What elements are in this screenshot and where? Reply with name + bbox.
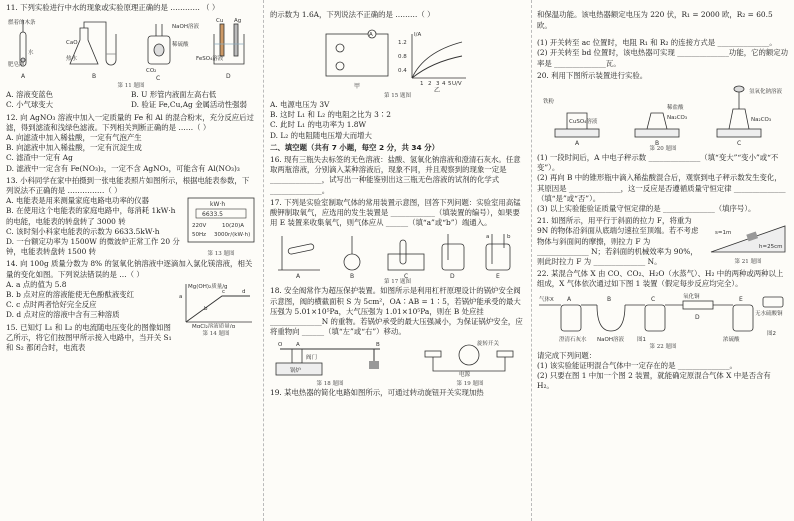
- section-heading: 二、填空题（共有 7 小题，每空 2 分，共 34 分）: [270, 142, 440, 152]
- column-right: [537, 3, 789, 393]
- question-stem: 12. 向 AgNO₃ 溶液中加入一定质量的 Fe 和 Al 的混合粉末，充分反应后过滤，得到滤渣和浅绿色滤液。下列相关判断正确的是 ……（ ）: [6, 112, 254, 132]
- figure-caption: 第 19 题图: [456, 380, 484, 387]
- column-divider: [263, 0, 264, 521]
- heater-circuit: [415, 339, 525, 377]
- question-21: [537, 216, 789, 267]
- question-11: [6, 3, 256, 111]
- letter-a: A: [296, 273, 301, 279]
- label-naoh: 氢氧化钠溶液: [749, 89, 783, 95]
- sub-jia: 甲: [354, 82, 361, 90]
- option-d: D. d 点对应的溶液中含有三种溶质: [6, 310, 120, 320]
- option-b: B. U 形管内液面左高右低: [131, 90, 217, 100]
- question-stem: 18. 安全阀常作为超压保护装置。如图所示是利用杠杆原理设计的锅炉安全阀示意图，阀的横截面积 S 为 5cm²，OA∶AB = 1∶5，若锅炉能承受的最大压强为 5.01×10⁵Pa，大气压强为 1.01×10⁵Pa，则在 B 处应挂 ______________N 的重物。若锅炉承受的最大压强减小，为保证锅炉安全，应将重物向 ______（填“左”或“右”）移动。: [270, 286, 523, 337]
- q18-figure: [270, 339, 390, 387]
- label-cuso4: 无水硫酸铜: [755, 310, 783, 317]
- label-x: 气体X: [539, 296, 554, 303]
- label-source: 电源: [459, 372, 471, 378]
- option-a: A. a 点的值为 5.8: [6, 279, 67, 289]
- tube-a: a: [486, 234, 490, 241]
- column-divider: [531, 0, 532, 521]
- option-c: C. c 点时两者恰好完全反应: [6, 300, 97, 310]
- figure-caption: 第 14 题图: [202, 331, 230, 338]
- question-stem: 22. 某混合气体 X 由 CO、CO₂、H₂O（水蒸气）、H₂ 中的两种或两种以上组成，X 气体依次通过如下图 1 装置（假定每步反应均完全）。: [537, 269, 784, 289]
- fig1-label: 图1: [637, 336, 646, 343]
- electric-meter: [186, 196, 256, 248]
- option-b: B. 在使用这个电能表的家庭电路中，每消耗 1kW·h 的电能，电能表的转盘转了 3000 转: [6, 206, 176, 226]
- meter-reading: 6633.5: [202, 211, 223, 219]
- letter-c: C: [737, 140, 742, 145]
- meter-figure: [186, 196, 256, 258]
- meter-spec1: 220V: [192, 223, 207, 230]
- q18-q19-figures: [270, 339, 525, 387]
- tick-y: 0.4: [398, 67, 407, 74]
- option-a: A. 向滤渣中加入稀盐酸，一定有气泡产生: [6, 133, 142, 143]
- label-a: A: [296, 342, 300, 349]
- label-d2: Ag: [234, 18, 242, 25]
- tick-x: 4: [442, 80, 446, 87]
- option-b: B. b 点对应的溶液能使无色酚酞液变红: [6, 290, 135, 300]
- figure-caption: 第 18 题图: [316, 380, 344, 387]
- q11-figure: [6, 14, 256, 82]
- label-d1: Cu: [216, 18, 224, 25]
- label-c1: NaOH溶液: [172, 24, 199, 31]
- precipitate-graph: [176, 280, 256, 328]
- label-na2co3-b: Na₂CO₃: [667, 115, 688, 121]
- q17-figure: [270, 230, 525, 278]
- label-o: O: [278, 342, 283, 349]
- label-b1: CaO: [66, 40, 78, 47]
- option-d: D. 验证 Fe,Cu,Ag 金属活动性强弱: [131, 100, 247, 110]
- tick-y: 0.8: [398, 53, 407, 60]
- letter-b: B: [607, 295, 612, 303]
- option-a: A. 电能表是用来测量家庭电路电功率的仪器: [6, 196, 150, 206]
- label-c2: CO₂: [146, 68, 157, 75]
- tick-x: 5: [448, 80, 452, 87]
- graph-ylabel: Mg(OH)₂质量/g: [188, 283, 228, 290]
- letter-d: D: [695, 313, 700, 321]
- label-cuso4: CuSO₄溶液: [569, 119, 598, 125]
- gas-train: [539, 297, 783, 331]
- sub-yi: 乙: [434, 86, 441, 92]
- question-18: [270, 286, 525, 337]
- gas-apparatus: [278, 234, 510, 270]
- figure-caption: 第 11 题图: [117, 83, 145, 90]
- option-c: C. 此时 L₁ 的电功率为 1.8W: [270, 120, 367, 130]
- circuit-diagram: [326, 30, 388, 76]
- figure-caption: 第 20 题图: [649, 146, 677, 152]
- label-water: 浓硫酸: [723, 336, 740, 343]
- label-boiler: 锅炉: [290, 368, 302, 375]
- fig2-label: 图2: [767, 330, 776, 337]
- label-b2: 热水: [66, 56, 78, 63]
- letter-a: A: [575, 140, 580, 145]
- point-a: a: [179, 293, 183, 300]
- letter-d: D: [226, 73, 231, 81]
- figure-caption: 第 13 题图: [207, 251, 235, 258]
- sub-question: (2) 开关转至 bd 位置时，该电热器可实现 ______________功能，它的额定功率是 ______________瓦。: [537, 48, 789, 68]
- option-b: B. 向滤液中加入稀盐酸，一定有沉淀生成: [6, 143, 142, 153]
- question-19-continued: 和保温功能。该电热器额定电压为 220 伏，R₁ = 2000 欧，R₂ = 60.5 欧。: [537, 10, 773, 30]
- figure-caption: 第 22 题图: [649, 343, 677, 350]
- letter-d: D: [450, 273, 455, 279]
- question-16: 16. 现有三瓶失去标签的无色溶液：盐酸、氢氧化钠溶液和澄清石灰水。任意取两瓶溶液，分别滴入某种溶液后，现象不同，并且观察到的现象一定是 ______________，试写出一种能鉴别出这三瓶无色溶液的试剂的化学式 ______________。: [270, 155, 521, 195]
- question-20: 20. 利用下图所示装置进行实验。: [537, 70, 648, 80]
- option-c: C. 该时刻小科家电能表的示数为 6633.5kW·h: [6, 226, 160, 236]
- letter-a: A: [21, 73, 26, 81]
- sub-question: (1) 一段时间后，A 中电子秤示数 ______________（填“变大”“变小”或“不变”）。: [537, 153, 779, 173]
- column-middle: [270, 3, 525, 400]
- letter-b: B: [92, 73, 97, 81]
- figure-caption: 第 21 题图: [734, 259, 762, 266]
- point-d: d: [242, 288, 246, 295]
- incline: [707, 216, 789, 256]
- tick-x: 3: [436, 80, 440, 87]
- option-c: C. 滤渣中一定有 Ag: [6, 153, 73, 163]
- option-b: B. 这时 L₁ 和 L₂ 的电阻之比为 3∶2: [270, 110, 391, 120]
- label-na2co3-c: Na₂CO₃: [751, 117, 772, 123]
- apparatus-a: [20, 20, 26, 66]
- graph-xlabel: MgCl₂溶液质量/g: [192, 323, 236, 328]
- sub-question: (1) 该实验能证明混合气体中一定存在的是 ______________。: [537, 360, 737, 370]
- option-c: C. 小气球变大: [6, 100, 54, 110]
- meter-spec4: 3000r/(kW·h): [214, 232, 251, 239]
- label-cuo: 氧化铜: [683, 293, 700, 300]
- graph-ylabel: I/A: [414, 31, 422, 38]
- letter-a: A: [567, 295, 572, 303]
- label-h: h=25cm: [759, 244, 783, 251]
- question-intro: 请完成下列问题：: [537, 350, 597, 360]
- question-12: [6, 113, 256, 174]
- question-13: [6, 176, 256, 258]
- q15-figure: [320, 28, 470, 92]
- question-stem: 11. 下列实验进行中水的现象或实验原理正确的是 ………… （ ）: [6, 3, 220, 12]
- label-d3: FeSO₄溶液: [196, 56, 224, 63]
- q22-figure: [537, 291, 789, 343]
- label-b: B: [376, 342, 380, 349]
- q19-figure: [415, 339, 525, 387]
- question-stem: 15. 已知灯 L₁ 和 L₂ 的电流随电压变化的图像如图乙所示，将它们按图甲所示接入电路中，当开关 S₁ 和 S₂ 都闭合时，电流表: [6, 322, 172, 353]
- question-stem: 14. 向 100g 质量分数为 8% 的氢氧化钠溶液中逐滴加入氯化镁溶液，相关量的变化如图。下列说法错误的是 …（ ）: [6, 259, 253, 279]
- label-naoh: NaOH溶液: [597, 336, 624, 343]
- letter-b: B: [655, 140, 660, 145]
- letter-b: B: [350, 273, 355, 279]
- sub-question: (3) 以上实验能验证质量守恒定律的是 ______________（填序号）。: [537, 204, 756, 214]
- option-a: A. 溶液变蓝色: [6, 90, 53, 100]
- tick-x: 2: [428, 80, 432, 87]
- q20-figure: [537, 83, 789, 145]
- label-switch: 旋转开关: [477, 341, 500, 348]
- option-a: A. 电源电压为 3V: [270, 99, 330, 109]
- meter-unit: kW·h: [210, 201, 226, 209]
- sub-question: (2) 再向 B 中的锥形瓶中滴入稀盐酸混合后，观察到电子秤示数发生变化，其原因是 ______________，这一反应是否遵循质量守恒定律 ______________（填“是”或“否”）。: [537, 173, 786, 203]
- ammeter-icon: A: [369, 31, 373, 38]
- figure-caption: 第 17 题图: [384, 279, 411, 286]
- meter-spec2: 10(20)A: [222, 223, 245, 230]
- tube-b: b: [507, 234, 511, 241]
- letter-c: C: [404, 273, 409, 279]
- label-a3: 肥皂泡: [8, 62, 25, 69]
- graph-xlabel: U/V: [452, 80, 462, 87]
- iv-graph: [398, 32, 466, 92]
- question-stem: 21. 如图所示，用平行于斜面的拉力 F，将重为 9N 的物体沿斜面从底端匀速拉至顶端。若不考虑物体与斜面间的摩擦，则拉力 F 为 ______________ N；若斜面的机械效率为 90%，则此时拉力 F 为 ______________ N。: [537, 216, 699, 267]
- label-s: s=1m: [715, 230, 732, 237]
- balances: [555, 86, 761, 137]
- label-a2: 水: [28, 50, 34, 57]
- option-d: D. 一台额定功率为 1500W 的微波炉正常工作 20 分钟，电能表转盘转 1500 转: [6, 237, 180, 257]
- label-hcl: 稀盐酸: [667, 105, 684, 111]
- q21-figure: [707, 216, 789, 266]
- letter-e: E: [739, 295, 743, 303]
- option-d: D. 滤液中一定含有 Fe(NO₃)₂，一定不含 AgNO₃，可能含有 Al(NO₃)₃: [6, 163, 240, 173]
- letter-c: C: [156, 75, 161, 83]
- tick-x: 1: [420, 80, 424, 87]
- q14-figure: [176, 280, 256, 338]
- point-b: b: [204, 305, 208, 312]
- label-valve: 阀门: [306, 355, 318, 362]
- safety-valve: [270, 339, 390, 377]
- label-c3: 稀硫酸: [172, 42, 189, 49]
- point-c: c: [222, 288, 226, 295]
- label-lime: 澄清石灰水: [559, 336, 587, 343]
- question-19: 19. 某电热器的简化电路如图所示，可通过转动旋钮开关实现加热: [270, 387, 484, 397]
- figure-caption: 第 15 题图: [384, 92, 411, 99]
- option-d: D. L₂ 的电阻随电压增大而增大: [270, 130, 372, 140]
- tick-y: 1.2: [398, 39, 407, 46]
- question-15-continued: 的示数为 1.6A，下列说法不正确的是 ………（ ）: [270, 10, 435, 20]
- question-stem: 13. 小科同学在家中拍摄到一张电能表照片如图所示，根据电能表参数，下列说法不正确的是 ……………（ ）: [6, 175, 250, 196]
- meter-spec3: 50Hz: [192, 232, 207, 239]
- apparatus-c: [148, 24, 170, 64]
- sub-question: (2) 只要在图 1 中加一个图 2 装置，就能确定原混合气体 X 中是否含有 H₂。: [537, 371, 771, 391]
- label-a1: 燃着的木条: [8, 20, 36, 27]
- column-left: [6, 3, 256, 355]
- letter-c: C: [651, 295, 656, 303]
- sub-question: (1) 开关转至 ac 位置时，电阻 R₁ 和 R₂ 的连接方式是 ______________。: [537, 38, 777, 48]
- letter-e: E: [496, 273, 500, 279]
- label-fe: 铁粉: [543, 99, 555, 105]
- question-17: 17. 下列是实验室制取气体的常用装置示意图，回答下列问题：实验室用高锰酸钾制取氧气，应选用的发生装置是 ____________（填装置的编号），如果要用 E 装置来收集氧气，则气体应从 ______（填“a”或“b”）端通入。: [270, 197, 521, 228]
- question-22: [537, 269, 789, 391]
